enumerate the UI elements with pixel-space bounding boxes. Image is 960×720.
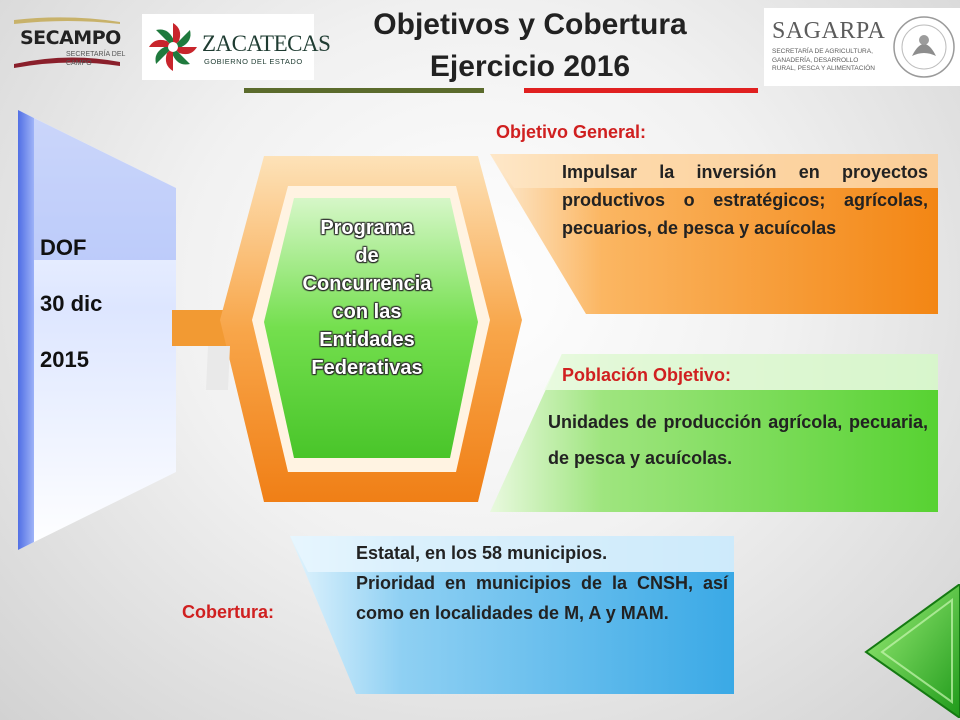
zacatecas-name: ZACATECAS xyxy=(202,31,331,56)
sagarpa-subtitle: SECRETARÍA DE AGRICULTURA, GANADERÍA, DESARROLLO RURAL, PESCA Y ALIMENTACIÓN xyxy=(772,48,875,72)
dof-line-1: DOF xyxy=(40,235,87,260)
zacatecas-subtitle: GOBIERNO DEL ESTADO xyxy=(204,57,303,66)
zacatecas-emblem-icon xyxy=(146,20,200,74)
mexico-coat-of-arms-icon xyxy=(892,12,956,82)
cobertura-line-2: Prioridad en municipios de la CNSH, así como en localidades de M, A y MAM. xyxy=(356,573,728,623)
dof-date xyxy=(40,232,102,400)
program-line-2: de xyxy=(355,245,379,267)
title-underline-red xyxy=(524,88,758,93)
dof-line-2: 30 dic xyxy=(40,291,103,316)
program-line-6: Federativas xyxy=(311,357,423,379)
program-line-3: Concurrencia xyxy=(302,273,432,295)
cobertura-label: Cobertura: xyxy=(182,602,275,622)
page-title xyxy=(316,4,744,88)
program-name xyxy=(276,214,458,382)
program-line-1: Programa xyxy=(320,217,414,239)
zacatecas-logo xyxy=(142,14,331,80)
poblacion-objetivo-text: Unidades de producción agrícola, pecuaria, de pesca y acuícolas. xyxy=(548,412,928,468)
cobertura-text xyxy=(356,538,728,628)
title-line-1: Objetivos y Cobertura xyxy=(373,8,687,41)
dof-line-3: 2015 xyxy=(40,347,89,372)
title-underline-green xyxy=(244,88,484,93)
secampo-subtitle: SECRETARÍA DEL CAMPO xyxy=(66,51,126,67)
poblacion-objetivo-label: Población Objetivo: xyxy=(562,365,732,385)
cobertura-line-1: Estatal, en los 58 municipios. xyxy=(356,543,608,563)
sagarpa-logo xyxy=(764,8,960,86)
secampo-name: SECAMPO xyxy=(20,27,121,49)
objetivo-general-text: Impulsar la inversión en proyectos productivos o estratégicos; agrícolas, pecuarios, de pesca y acuícolas xyxy=(562,162,928,238)
title-line-2: Ejercicio 2016 xyxy=(429,50,631,83)
sagarpa-name: SAGARPA xyxy=(772,18,886,44)
program-line-4: con las xyxy=(332,301,402,323)
objetivo-general-label: Objetivo General: xyxy=(496,122,647,142)
secampo-logo xyxy=(8,12,128,74)
next-arrow-icon[interactable] xyxy=(862,584,960,718)
program-line-5: Entidades xyxy=(319,329,415,351)
